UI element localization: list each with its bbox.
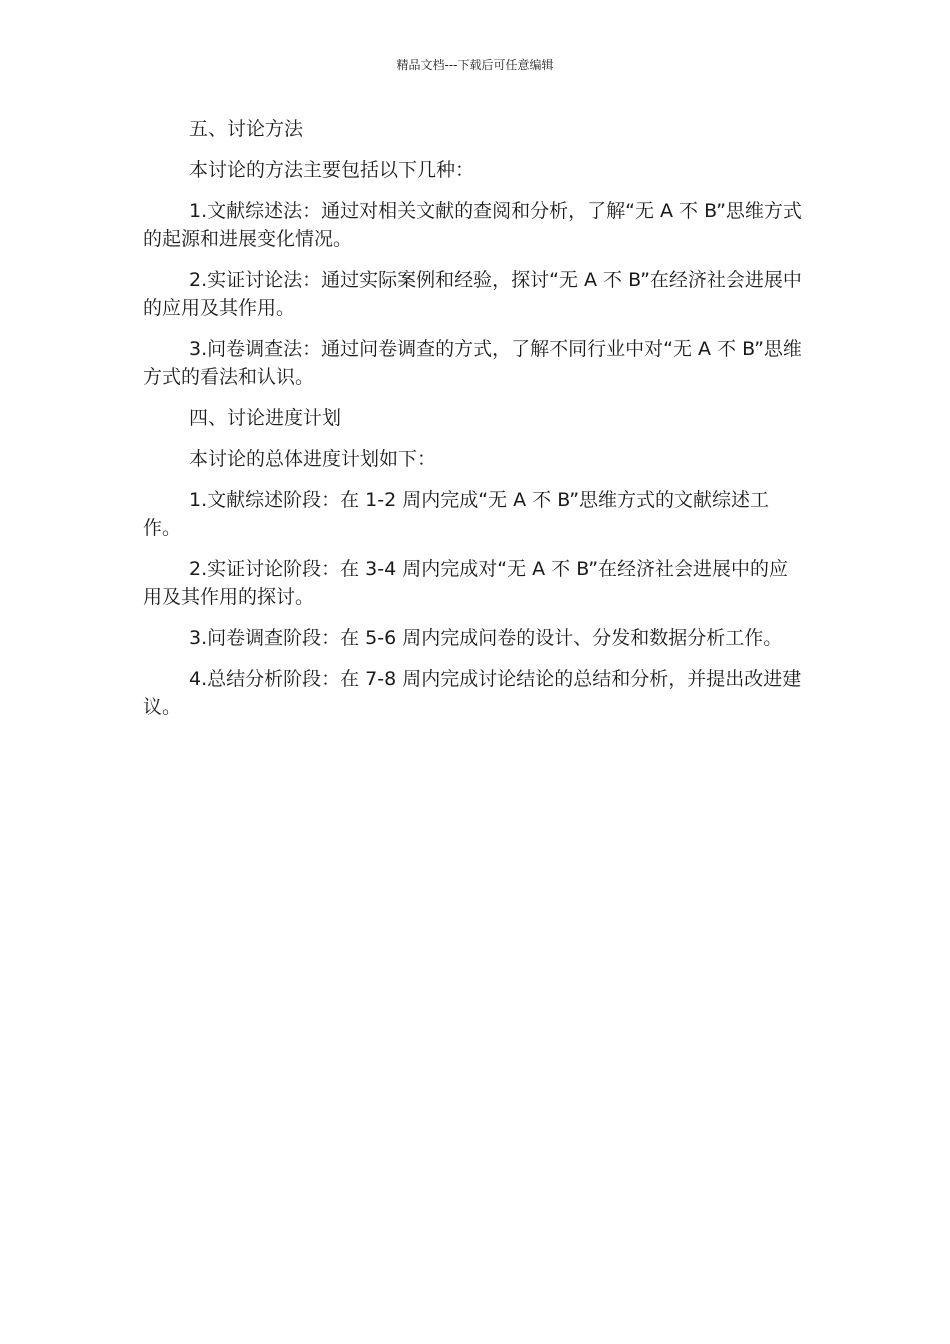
method-item-questionnaire: 3.问卷调查法：通过问卷调查的方式，了解不同行业中对“无 A 不 B”思维方式的看法和认识。: [143, 338, 802, 388]
schedule-item-stage-2: 2.实证讨论阶段：在 3-4 周内完成对“无 A 不 B”在经济社会进展中的应用及其作用的探讨。: [143, 558, 789, 608]
section-heading-methods: 五、讨论方法: [189, 118, 304, 140]
document-body: [143, 115, 803, 734]
schedule-item-stage-4: 4.总结分析阶段：在 7-8 周内完成讨论结论的总结和分析，并提出改进建议。: [143, 668, 802, 718]
method-item-literature-review: 1.文献综述法：通过对相关文献的查阅和分析，了解“无 A 不 B”思维方式的起源和进展变化情况。: [143, 200, 802, 250]
method-item-empirical-study: 2.实证讨论法：通过实际案例和经验，探讨“无 A 不 B”在经济社会进展中的应用及其作用。: [143, 269, 802, 319]
methods-intro: 本讨论的方法主要包括以下几种：: [189, 159, 475, 181]
section-heading-schedule: 四、讨论进度计划: [189, 407, 342, 429]
schedule-intro: 本讨论的总体进度计划如下：: [189, 448, 437, 470]
page-header: 精品文档---下载后可任意编辑: [396, 58, 554, 72]
schedule-item-stage-3: 3.问卷调查阶段：在 5-6 周内完成问卷的设计、分发和数据分析工作。: [189, 627, 783, 649]
schedule-item-stage-1: 1.文献综述阶段：在 1-2 周内完成“无 A 不 B”思维方式的文献综述工作。: [143, 489, 770, 539]
